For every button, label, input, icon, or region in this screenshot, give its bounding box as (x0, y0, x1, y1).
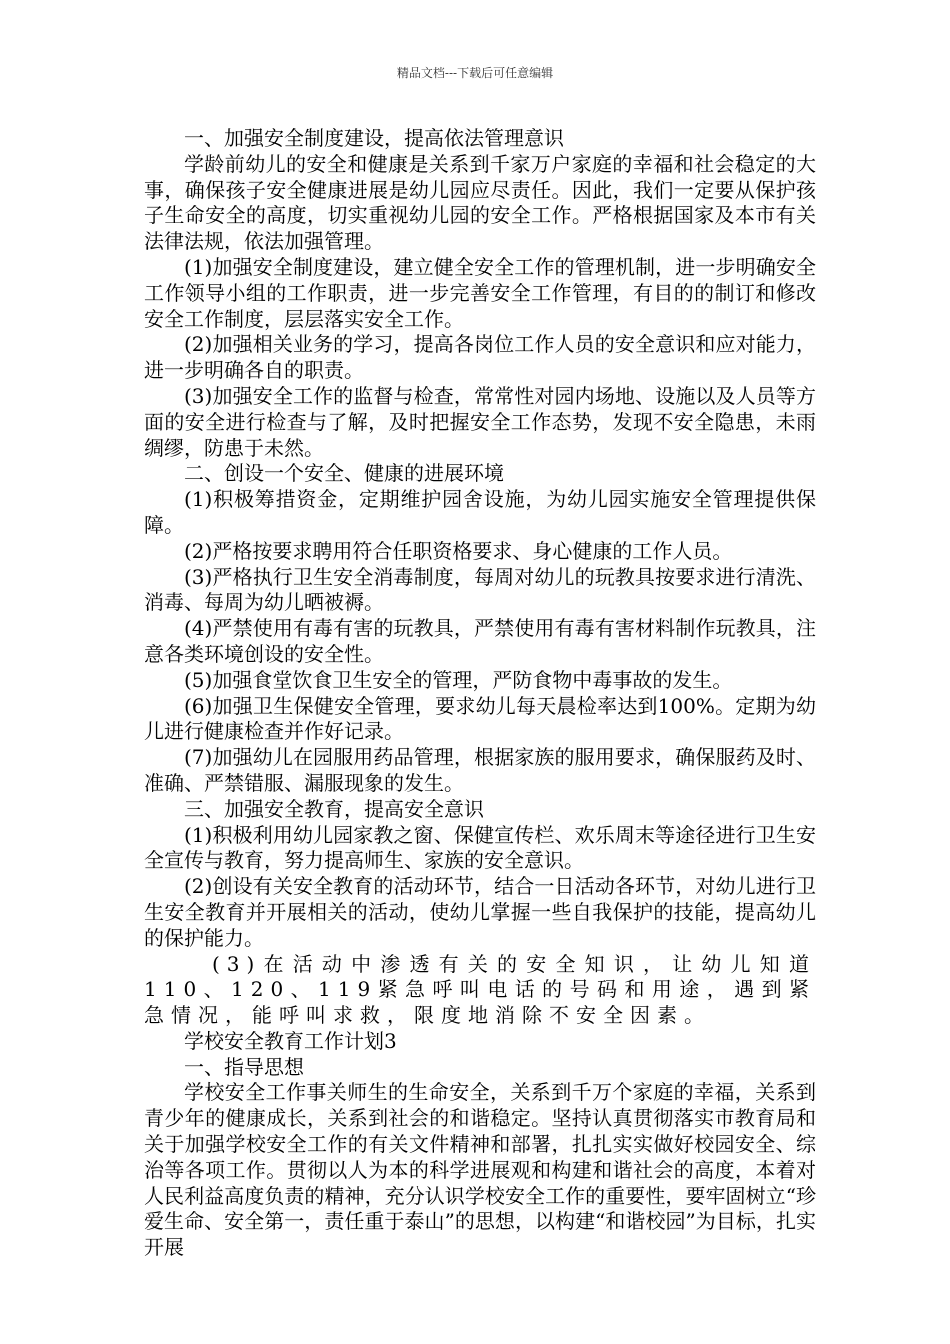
paragraph: 学龄前幼儿的安全和健康是关系到千家万户家庭的幸福和社会稳定的大事，确保孩子安全健康进展是幼儿园应尽责任。因此，我们一定要从保护孩子生命安全的高度，切实重视幼儿园的安全工作。严格根据国家及本市有关法律法规，依法加强管理。 (144, 151, 816, 254)
list-item: (3)严格执行卫生安全消毒制度，每周对幼儿的玩教具按要求进行清洗、消毒、每周为幼儿晒被褥。 (144, 564, 816, 615)
document-body (144, 126, 816, 1261)
list-item: (3)加强安全工作的监督与检查，常常性对园内场地、设施以及人员等方面的安全进行检查与了解，及时把握安全工作态势，发现不安全隐患，未雨绸缪，防患于未然。 (144, 383, 816, 460)
page-header: 精品文档---下载后可任意编辑 (396, 66, 554, 80)
plan-title: 学校安全教育工作计划3 (184, 1028, 397, 1053)
list-item: (1)加强安全制度建设，建立健全安全工作的管理机制，进一步明确安全工作领导小组的工作职责，进一步完善安全工作管理，有目的的制订和修改安全工作制度，层层落实安全工作。 (144, 254, 816, 331)
list-item: (2)加强相关业务的学习，提高各岗位工作人员的安全意识和应对能力，进一步明确各自的职责。 (144, 332, 816, 383)
list-item: (7)加强幼儿在园服用药品管理，根据家族的服用要求，确保服药及时、准确、严禁错服、漏服现象的发生。 (144, 745, 816, 795)
list-item: (2)创设有关安全教育的活动环节，结合一日活动各环节，对幼儿进行卫生安全教育并开展相关的活动，使幼儿掌握一些自我保护的技能，提高幼儿的保护能力。 (144, 874, 816, 950)
list-item: (4)严禁使用有毒有害的玩教具，严禁使用有毒有害材料制作玩教具，注意各类环境创设的安全性。 (144, 616, 816, 666)
paragraph: 学校安全工作事关师生的生命安全，关系到千万个家庭的幸福，关系到青少年的健康成长，关系到社会的和谐稳定。坚持认真贯彻落实市教育局和关于加强学校安全工作的有关文件精神和部署，扎扎实实做好校园安全、综治等各项工作。贯彻以人为本的科学进展观和构建和谐社会的高度，本着对人民利益高度负责的精神，充分认识学校安全工作的重要性，要牢固树立“珍爱生命、安全第一，责任重于泰山”的思想，以构建“和谐校园”为目标，扎实开展 (144, 1080, 816, 1260)
section-heading-2: 二、创设一个安全、健康的进展环境 (184, 461, 504, 486)
list-item: (1)积极利用幼儿园家教之窗、保健宣传栏、欢乐周末等途径进行卫生安全宣传与教育，努力提高师生、家族的安全意识。 (144, 822, 816, 873)
section-heading-3: 三、加强安全教育，提高安全意识 (184, 796, 484, 821)
list-item: (5)加强食堂饮食卫生安全的管理，严防食物中毒事故的发生。 (184, 667, 733, 692)
section-heading-1: 一、加强安全制度建设，提高依法管理意识 (184, 126, 564, 150)
list-item: (2)严格按要求聘用符合任职资格要求、身心健康的工作人员。 (184, 538, 733, 563)
list-item: (6)加强卫生保健安全管理，要求幼儿每天晨检率达到100%。定期为幼儿进行健康检查并作好记录。 (144, 693, 816, 744)
list-item: (3)在活动中渗透有关的安全知识，让幼儿知道110、120、119紧急呼叫电话的号码和用途，遇到紧急情况，能呼叫求救，限度地消除不安全因素。 (144, 951, 816, 1028)
section-heading: 一、指导思想 (184, 1054, 304, 1079)
list-item: (1)积极筹措资金，定期维护园舍设施，为幼儿园实施安全管理提供保障。 (144, 487, 816, 537)
